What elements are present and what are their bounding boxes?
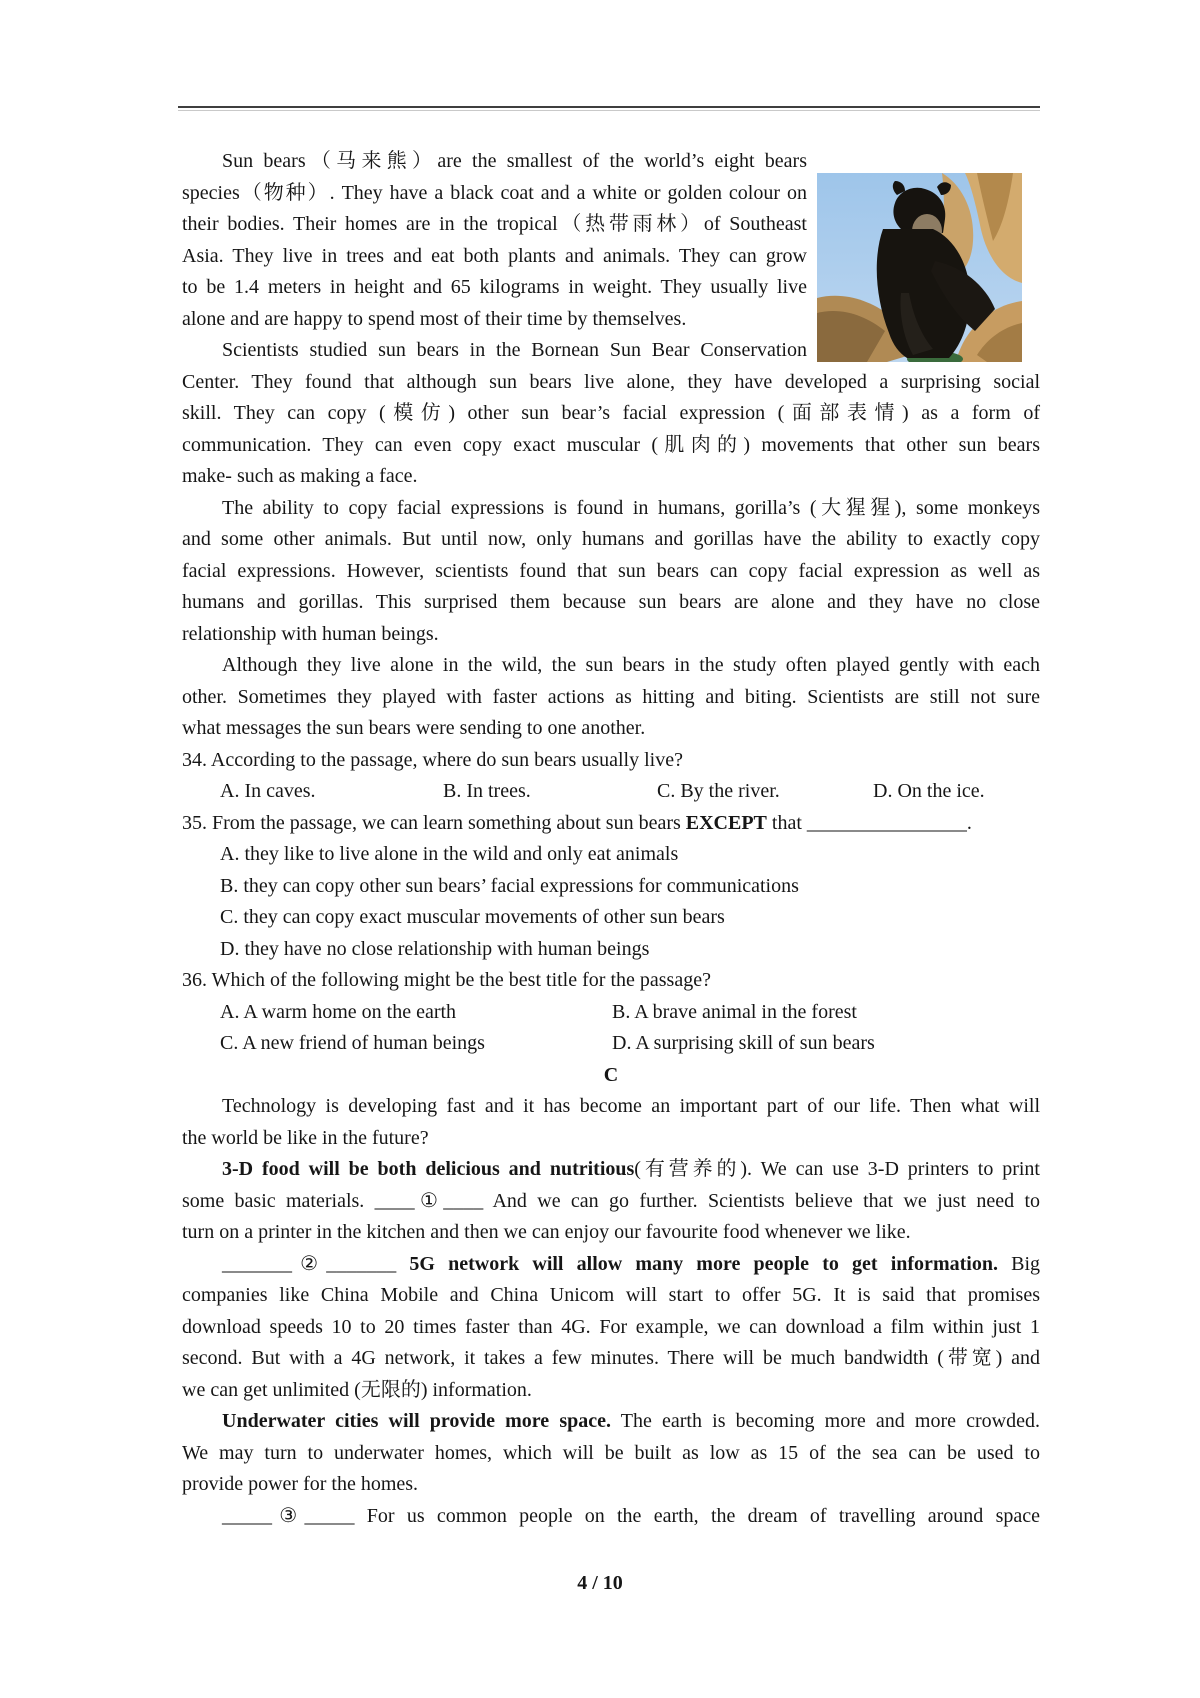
passage-line: We may turn to underwater homes, which will be built as low as 15 of the sea can be used to (182, 1441, 1040, 1464)
passage-line: their bodies. Their homes are in the tropical（热带雨林）of Southeast (182, 213, 807, 235)
passage-line: companies like China Mobile and China Unicom will start to offer 5G. It is said that promises (182, 1284, 1040, 1306)
passage-line: make- such as making a face. (182, 465, 418, 487)
question-36-options-row2 (182, 1028, 1040, 1060)
passage-line: Sun bears（马来熊）are the smallest of the world’s eight bears (222, 150, 807, 172)
question-34-stem: 34. According to the passage, where do sun bears usually live? (182, 748, 683, 771)
question-34-options (182, 776, 1040, 808)
page-content (182, 146, 1040, 1532)
option-36-a: A. A warm home on the earth (220, 1000, 457, 1023)
passage-line: we can get unlimited (无限的) information. (182, 1378, 532, 1401)
option-34-b: B. In trees. (443, 780, 531, 802)
passage-line: the world be like in the future? (182, 1126, 429, 1149)
question-35-stem: 35. From the passage, we can learn something about sun bears EXCEPT that ________________. (182, 811, 972, 834)
passage-line: and some other animals. But until now, only humans and gorillas have the ability to exactly copy (182, 528, 1040, 550)
passage-line: Asia. They live in trees and eat both plants and animals. They can grow (182, 244, 807, 267)
passage-line: relationship with human beings. (182, 622, 439, 645)
option-35-a: A. they like to live alone in the wild and only eat animals (220, 843, 679, 865)
question-36-options-row1 (182, 997, 1040, 1029)
passage-line: species（物种）. They have a black coat and a white or golden colour on (182, 181, 807, 204)
passage-line: alone and are happy to spend most of their time by themselves. (182, 307, 687, 330)
passage-line-with-blank-2: _______②_______ 5G network will allow many more people to get information. Big (222, 1252, 1041, 1275)
passage-line: Underwater cities will provide more space. The earth is becoming more and more crowded. (222, 1410, 1040, 1432)
passage-line: what messages the sun bears were sending to one another. (182, 717, 646, 739)
passage-line: Technology is developing fast and it has become an important part of our life. Then what will (222, 1095, 1040, 1117)
passage-line-with-blank-3: _____③_____ For us common people on the earth, the dream of travelling around space (222, 1504, 1040, 1527)
option-36-d: D. A surprising skill of sun bears (612, 1032, 875, 1054)
page-number: 4 / 10 (577, 1572, 623, 1594)
passage-line: skill. They can copy (模仿) other sun bear’s facial expression (面部表情) as a form of (182, 402, 1040, 424)
passage-line: second. But with a 4G network, it takes a few minutes. There will be much bandwidth (带宽) and (182, 1347, 1040, 1369)
passage-line: other. Sometimes they played with faster actions as hitting and biting. Scientists are still not sure (182, 685, 1040, 708)
passage-line: facial expressions. However, scientists found that sun bears can copy facial expression as well as (182, 559, 1040, 582)
passage-line: humans and gorillas. This surprised them because sun bears are alone and they have no close (182, 591, 1040, 613)
passage-line: communication. They can even copy exact muscular (肌肉的) movements that other sun bears (182, 433, 1040, 456)
passage-line: Although they live alone in the wild, the sun bears in the study often played gently with each (222, 654, 1040, 676)
passage-line: download speeds 10 to 20 times faster than 4G. For example, we can download a film within just 1 (182, 1315, 1040, 1338)
section-c-header: C (603, 1063, 619, 1086)
passage-line: turn on a printer in the kitchen and then we can enjoy our favourite food whenever we like. (182, 1221, 911, 1243)
passage-line-with-blank-1: some basic materials. ____①____ And we can go further. Scientists believe that we just need to (182, 1189, 1040, 1212)
option-35-b: B. they can copy other sun bears’ facial expressions for communications (220, 874, 799, 897)
passage-line: 3-D food will be both delicious and nutritious(有营养的). We can use 3-D printers to print (222, 1158, 1040, 1180)
passage-line: The ability to copy facial expressions is found in humans, gorilla’s (大猩猩), some monkeys (222, 496, 1040, 519)
passage-line: Center. They found that although sun bears live alone, they have developed a surprising social (182, 370, 1040, 393)
passage-line: to be 1.4 meters in height and 65 kilograms in weight. They usually live (182, 276, 807, 298)
option-34-c: C. By the river. (657, 780, 780, 802)
option-35-d: D. they have no close relationship with human beings (220, 937, 650, 960)
option-34-a: A. In caves. (220, 780, 316, 802)
option-35-c: C. they can copy exact muscular movements of other sun bears (220, 906, 725, 928)
option-36-c: C. A new friend of human beings (220, 1032, 485, 1054)
option-34-d: D. On the ice. (873, 780, 985, 802)
passage-line: provide power for the homes. (182, 1473, 419, 1495)
passage-line: Scientists studied sun bears in the Bornean Sun Bear Conservation (222, 339, 807, 361)
question-36-stem: 36. Which of the following might be the best title for the passage? (182, 969, 711, 991)
header-rule (178, 106, 1040, 111)
option-36-b: B. A brave animal in the forest (612, 1000, 857, 1023)
